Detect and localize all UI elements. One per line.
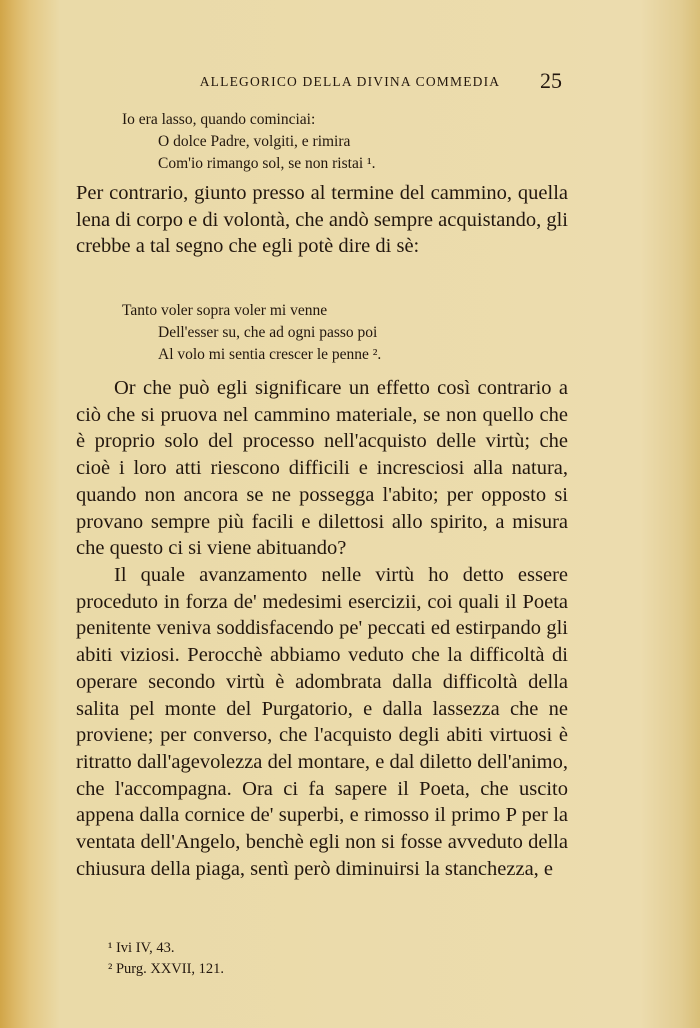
verse-line: Dell'esser su, che ad ogni passo poi	[158, 324, 378, 341]
footnote: ² Purg. XXVII, 121.	[108, 961, 225, 977]
verse-line: Al volo mi sentia crescer le penne ².	[158, 346, 382, 363]
running-title: ALLEGORICO DELLA DIVINA COMMEDIA	[199, 74, 501, 89]
paragraph-text: Il quale avanzamento nelle virtù ho detto essere proceduto in forza de' medesimi esercizii, coi quali il Poeta penitente veniva soddisfacendo pe' peccati ed estirpando gli abiti viziosi. Perocchè abbiamo veduto che la difficoltà di operare secondo virtù è adombrata dalla difficoltà della salita pel monte del Purgatorio, e dalla lassezza che ne proviene; per converso, che l'acquisto degli abiti virtuosi è ritratto dall'agevolezza del montare, e dal diletto dell'animo, che l'accompagna. Ora ci fa sapere il Poeta, che uscito appena dalla cornice de' superbi, e rimosso il primo P per la ventata dell'Angelo, benchè egli non si fosse avveduto della chiusura della piaga, sentì però diminuirsi la stanchezza, e	[76, 564, 568, 880]
page-number: 25	[540, 68, 562, 93]
paragraph-1	[76, 180, 568, 260]
verse-line: Com'io rimango sol, se non ristai ¹.	[158, 155, 376, 172]
paragraph-text: Per contrario, giunto presso al termine del cammino, quella lena di corpo e di volontà, che andò sempre acquistando, gli crebbe a tal segno che egli potè dire di sè:	[76, 182, 568, 258]
paragraph-3	[76, 562, 568, 882]
verse-line: Io era lasso, quando cominciai:	[122, 111, 316, 128]
verse-block-1	[0, 109, 376, 175]
verse-line: O dolce Padre, volgiti, e rimira	[158, 133, 351, 150]
footnote: ¹ Ivi IV, 43.	[108, 940, 175, 956]
verse-line: Tanto voler sopra voler mi venne	[122, 302, 328, 319]
paragraph-text: Or che può egli significare un effetto così contrario a ciò che si pruova nel cammino materiale, se non quello che è proprio solo del processo nell'acquisto delle virtù; che cioè i loro atti riescono difficili e incresciosi alla natura, quando non ancora se ne possegga l'abito; per opposto si provano sempre più facili e dilettosi allo spirito, a misura che questo ci si viene abituando?	[76, 377, 568, 560]
footnotes	[108, 938, 224, 980]
paragraph-2	[76, 375, 568, 562]
verse-block-2	[0, 300, 381, 366]
